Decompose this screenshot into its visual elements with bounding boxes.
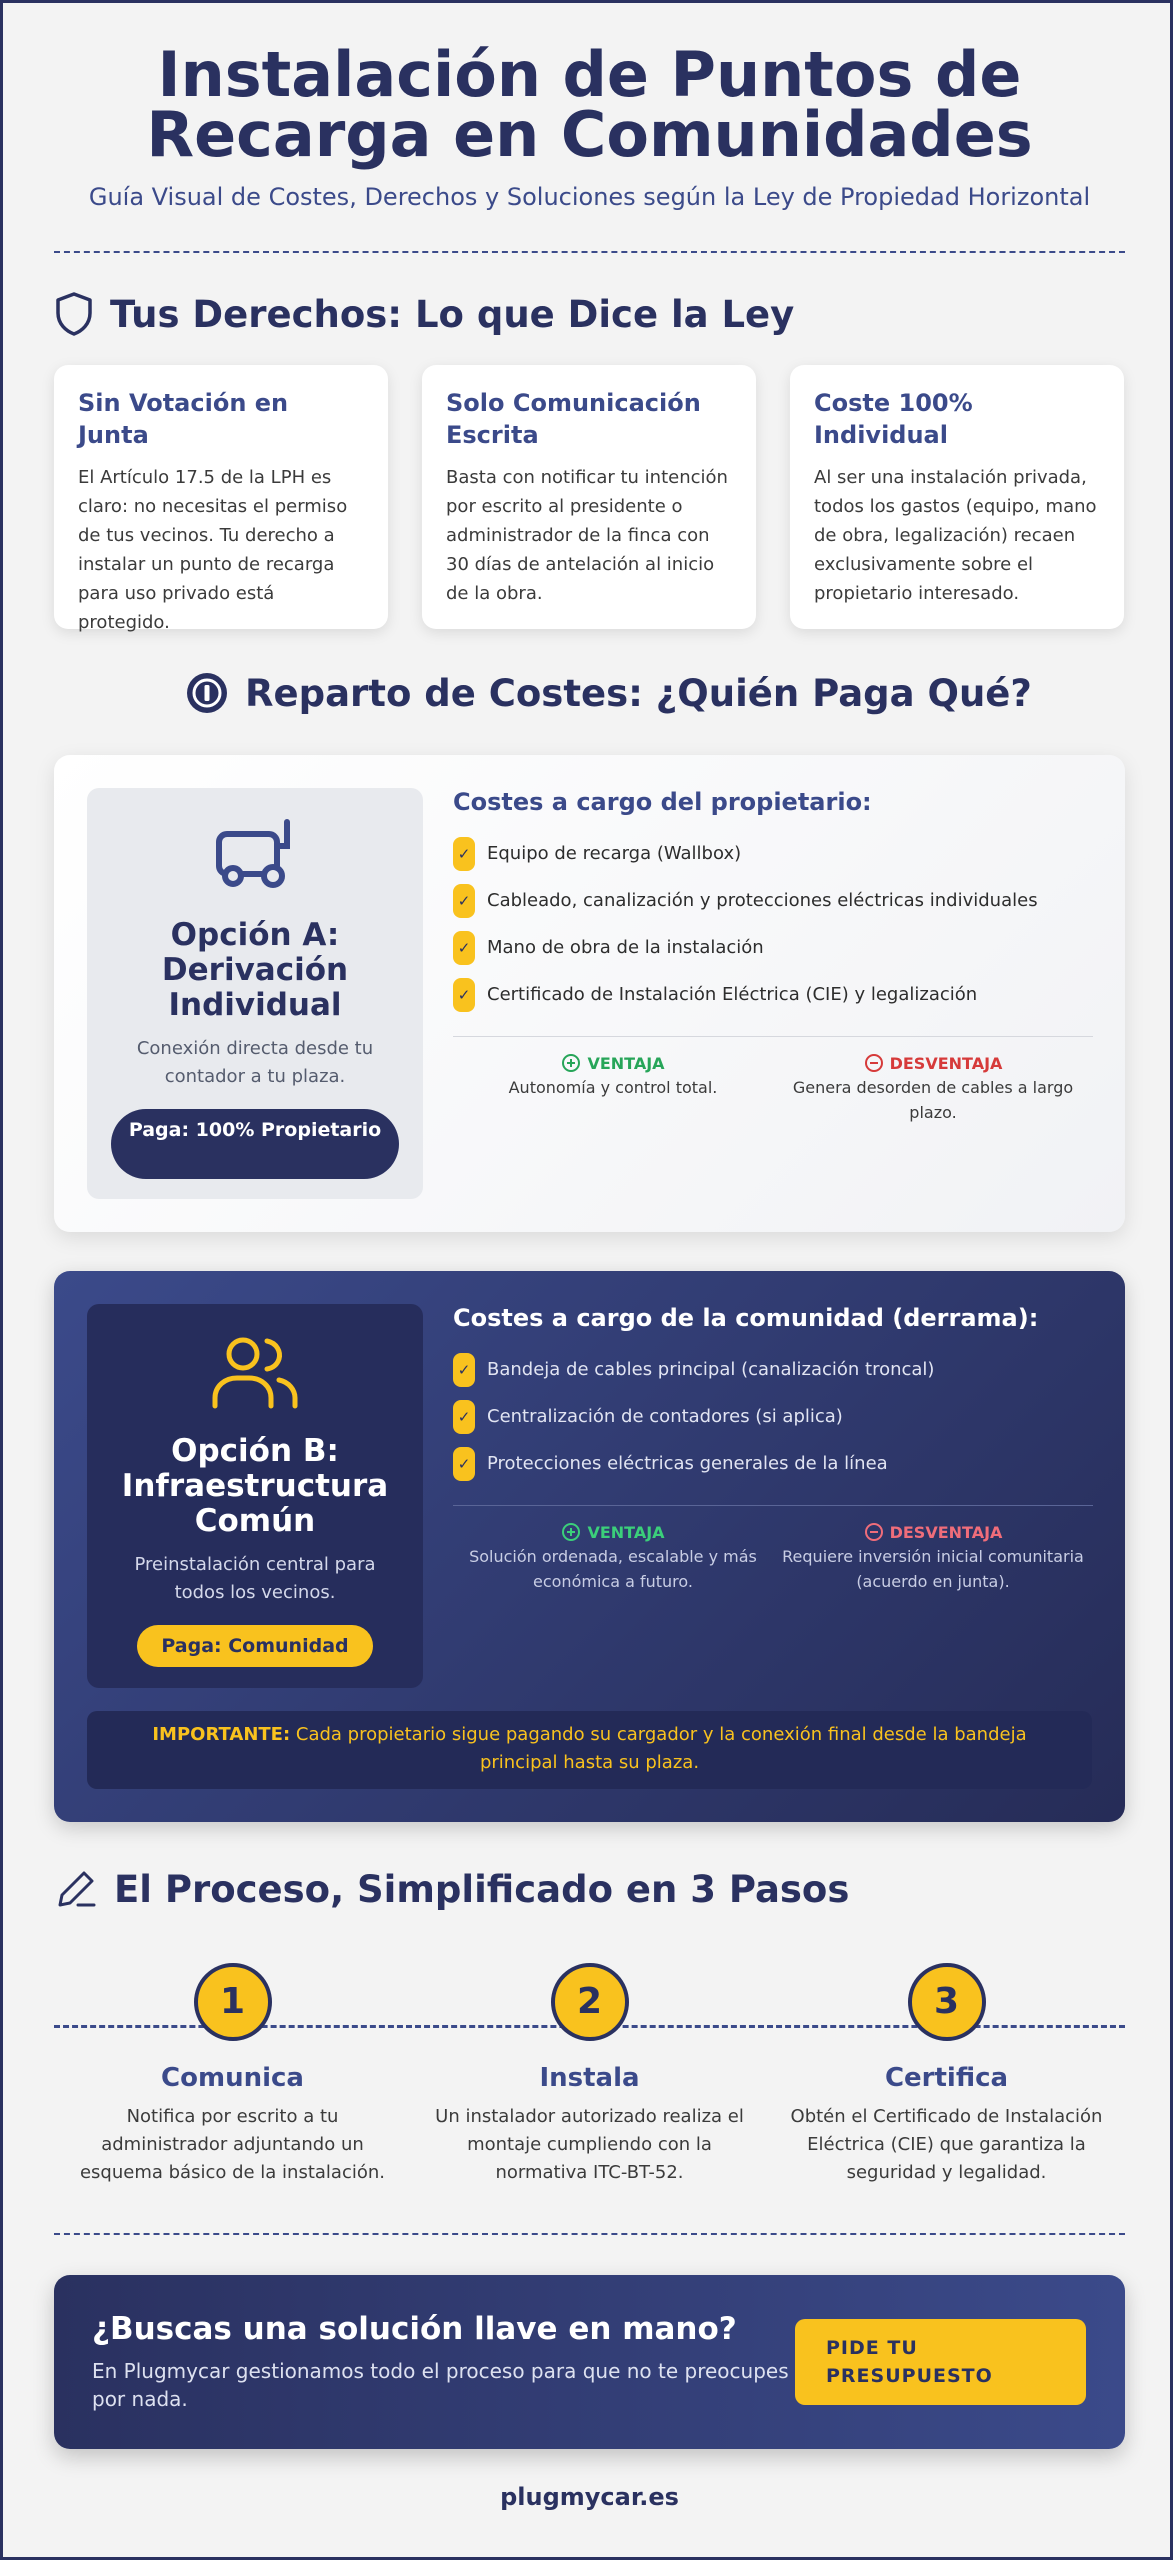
divider [54, 2233, 1125, 2235]
step-number: 2 [551, 1963, 629, 2041]
right-card [790, 365, 1124, 629]
advantage-text: Solución ordenada, escalable y más económica a futuro. [469, 1547, 757, 1591]
option-b-pay-badge: Paga: Comunidad [137, 1625, 372, 1667]
check-icon: ✓ [453, 1353, 475, 1387]
process-steps [54, 1963, 1125, 2193]
users-icon [205, 1332, 305, 1412]
right-card-title: Coste 100% Individual [814, 389, 973, 449]
footer-site-link[interactable]: plugmycar.es [500, 2483, 679, 2511]
step-text: Notifica por escrito a tu administrador adjuntando un esquema básico de la instalación. [79, 2106, 386, 2183]
option-b-details [453, 1304, 1093, 1594]
option-b-heading: Costes a cargo de la comunidad (derrama): [453, 1304, 1039, 1332]
rights-section-title: Tus Derechos: Lo que Dice la Ley [54, 291, 794, 337]
check-icon: ✓ [453, 931, 475, 965]
disadvantage-text: Genera desorden de cables a largo plazo. [792, 1078, 1074, 1122]
step [54, 1963, 411, 2187]
plus-circle-icon [561, 1522, 581, 1542]
step-title: Certifica [884, 2063, 1009, 2093]
check-icon: ✓ [453, 1400, 475, 1434]
cta-banner [54, 2275, 1125, 2449]
cost-item: ✓ Equipo de recarga (Wallbox) [453, 830, 1093, 877]
shield-icon [54, 291, 94, 337]
disadvantage-label: DESVENTAJA [773, 1522, 1093, 1542]
advantage-label: VENTAJA [453, 1053, 773, 1073]
step-title: Instala [539, 2063, 640, 2093]
option-a-card [54, 755, 1125, 1232]
cta-text: En Plugmycar gestionamos todo el proceso para que no te preocupes por nada. [92, 2359, 789, 2411]
right-card [422, 365, 756, 629]
option-a-pros-cons [453, 1053, 1093, 1125]
request-quote-button[interactable]: PIDE TU PRESUPUESTO [795, 2319, 1086, 2405]
option-b-name: Opción B: Infraestructura Común [121, 1433, 389, 1539]
minus-circle-icon [864, 1522, 884, 1542]
divider [54, 251, 1125, 253]
info-icon [185, 671, 229, 715]
check-icon: ✓ [453, 884, 475, 918]
right-card-text: El Artículo 17.5 de la LPH es claro: no necesitas el permiso de tus vecinos. Tu derecho a instalar un punto de recarga para uso privado está protegido. [78, 467, 348, 633]
rights-cards [54, 365, 1125, 633]
divider [453, 1036, 1093, 1037]
page-subtitle: Guía Visual de Costes, Derechos y Soluciones según la Ley de Propiedad Horizontal [88, 183, 1091, 211]
plus-circle-icon [561, 1053, 581, 1073]
check-icon: ✓ [453, 978, 475, 1012]
cost-item: ✓ Certificado de Instalación Eléctrica (CIE) y legalización [453, 971, 1093, 1018]
advantage-label: VENTAJA [453, 1522, 773, 1542]
disadvantage-text: Requiere inversión inicial comunitaria (acuerdo en junta). [782, 1547, 1084, 1591]
divider [453, 1505, 1093, 1506]
process-section-title: El Proceso, Simplificado en 3 Pasos [54, 1867, 849, 1911]
option-b-pros-cons [453, 1522, 1093, 1594]
option-b-summary [87, 1304, 423, 1688]
advantage-text: Autonomía y control total. [508, 1078, 718, 1097]
option-a-pay-badge: Paga: 100% Propietario [111, 1109, 399, 1179]
step-text: Un instalador autorizado realiza el montaje cumpliendo con la normativa ITC-BT-52. [435, 2106, 744, 2183]
right-card-text: Basta con notificar tu intención por escrito al presidente o administrador de la finca con 30 días de antelación al inicio de la obra. [446, 467, 728, 604]
option-b-card [54, 1271, 1125, 1822]
minus-circle-icon [864, 1053, 884, 1073]
cta-title: ¿Buscas una solución llave en mano? [92, 2311, 737, 2347]
important-note: IMPORTANTE: Cada propietario sigue pagando su cargador y la conexión final desde la bandeja principal hasta su plaza. [87, 1711, 1092, 1789]
page-title: Instalación de Puntos de Recarga en Comunidades [146, 38, 1033, 171]
step-text: Obtén el Certificado de Instalación Eléctrica (CIE) que garantiza la seguridad y legalidad. [790, 2106, 1103, 2183]
option-a-desc: Conexión directa desde tu contador a tu plaza. [136, 1038, 374, 1087]
step [768, 1963, 1125, 2187]
option-a-name: Opción A: Derivación Individual [161, 917, 349, 1023]
step-number: 1 [194, 1963, 272, 2041]
step-title: Comunica [161, 2063, 304, 2093]
option-a-summary [87, 788, 423, 1199]
costs-section-title: Reparto de Costes: ¿Quién Paga Qué? [185, 671, 1032, 715]
step [411, 1963, 768, 2187]
cost-item: ✓ Cableado, canalización y protecciones eléctricas individuales [453, 877, 1093, 924]
option-a-heading: Costes a cargo del propietario: [453, 788, 872, 816]
cost-item: ✓ Mano de obra de la instalación [453, 924, 1093, 971]
right-card-title: Solo Comunicación Escrita [446, 389, 701, 449]
right-card [54, 365, 388, 633]
cost-item: ✓ Bandeja de cables principal (canalización troncal) [453, 1346, 1093, 1393]
pencil-icon [54, 1867, 98, 1911]
check-icon: ✓ [453, 1447, 475, 1481]
disadvantage-label: DESVENTAJA [773, 1053, 1093, 1073]
right-card-text: Al ser una instalación privada, todos los gastos (equipo, mano de obra, legalización) recaen exclusivamente sobre el propietario interesado. [814, 467, 1097, 604]
step-number: 3 [908, 1963, 986, 2041]
cost-item: ✓ Protecciones eléctricas generales de la línea [453, 1440, 1093, 1487]
check-icon: ✓ [453, 837, 475, 871]
cost-item: ✓ Centralización de contadores (si aplica) [453, 1393, 1093, 1440]
option-a-details [453, 788, 1093, 1125]
right-card-title: Sin Votación en Junta [78, 389, 289, 449]
charger-icon [213, 816, 297, 892]
option-b-desc: Preinstalación central para todos los vecinos. [134, 1554, 376, 1603]
